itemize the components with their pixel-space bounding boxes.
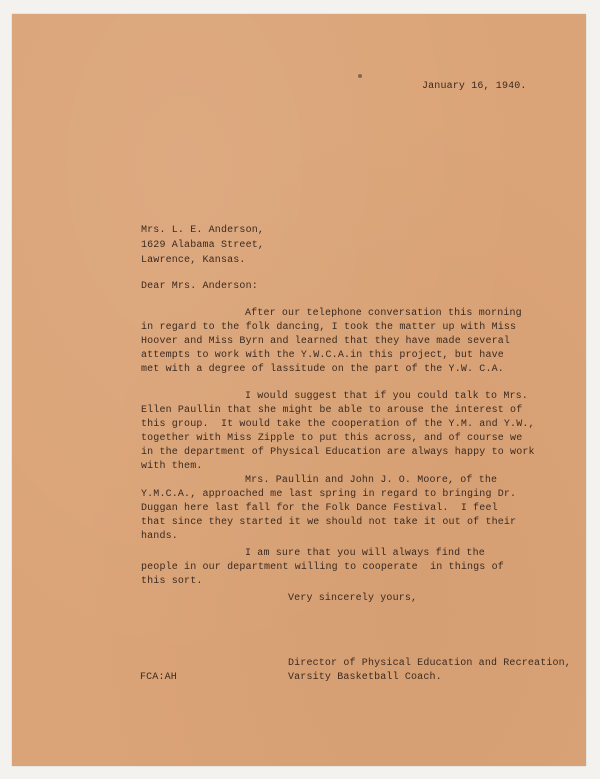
paragraph-2-line: in the department of Physical Education are always happy to work — [141, 447, 535, 458]
signature-title-2: Varsity Basketball Coach. — [288, 672, 442, 683]
paragraph-4-line: this sort. — [141, 576, 203, 587]
recipient-name: Mrs. L. E. Anderson, — [141, 225, 265, 236]
paragraph-1-line: attempts to work with the Y.W.C.A.in this project, but have — [141, 350, 504, 361]
paragraph-4-line: people in our department willing to cooperate in things of — [141, 562, 504, 573]
paragraph-3 — [141, 474, 516, 544]
closing: Very sincerely yours, — [288, 593, 418, 604]
paragraph-4-line: I am sure that you will always find the — [245, 548, 485, 559]
paragraph-2-line: together with Miss Zipple to put this across, and of course we — [141, 433, 523, 444]
paragraph-2-line: this group. It would take the cooperation of the Y.M. and Y.W., — [141, 419, 535, 430]
paragraph-2-line: I would suggest that if you could talk to Mrs. — [245, 391, 528, 402]
letter-date: January 16, 1940. — [422, 81, 527, 92]
paragraph-4 — [141, 547, 504, 589]
paragraph-3-line: Y.M.C.A., approached me last spring in regard to bringing Dr. — [141, 489, 517, 500]
paragraph-3-line: that since they started it we should not take it out of their — [141, 517, 517, 528]
paragraph-3-line: Mrs. Paullin and John J. O. Moore, of the — [245, 475, 498, 486]
paragraph-2-line: Ellen Paullin that she might be able to arouse the interest of — [141, 405, 523, 416]
paragraph-1-line: in regard to the folk dancing, I took the matter up with Miss — [141, 322, 517, 333]
salutation: Dear Mrs. Anderson: — [141, 281, 258, 292]
paragraph-1 — [141, 307, 522, 377]
paragraph-2 — [141, 390, 535, 474]
paragraph-3-line: Duggan here last fall for the Folk Dance Festival. I feel — [141, 503, 498, 514]
recipient-street: 1629 Alabama Street, — [141, 240, 265, 251]
paragraph-2-line: with them. — [141, 461, 203, 472]
signature-title-1: Director of Physical Education and Recreation, — [288, 658, 571, 669]
paragraph-3-line: hands. — [141, 531, 178, 542]
recipient-city: Lawrence, Kansas. — [141, 255, 246, 266]
paragraph-1-line: After our telephone conversation this morning — [245, 308, 522, 319]
typist-initials: FCA:AH — [140, 672, 177, 683]
paragraph-1-line: met with a degree of lassitude on the part of the Y.W. C.A. — [141, 364, 504, 375]
paragraph-1-line: Hoover and Miss Byrn and learned that they have made several — [141, 336, 511, 347]
ink-dot-mark — [358, 74, 362, 78]
